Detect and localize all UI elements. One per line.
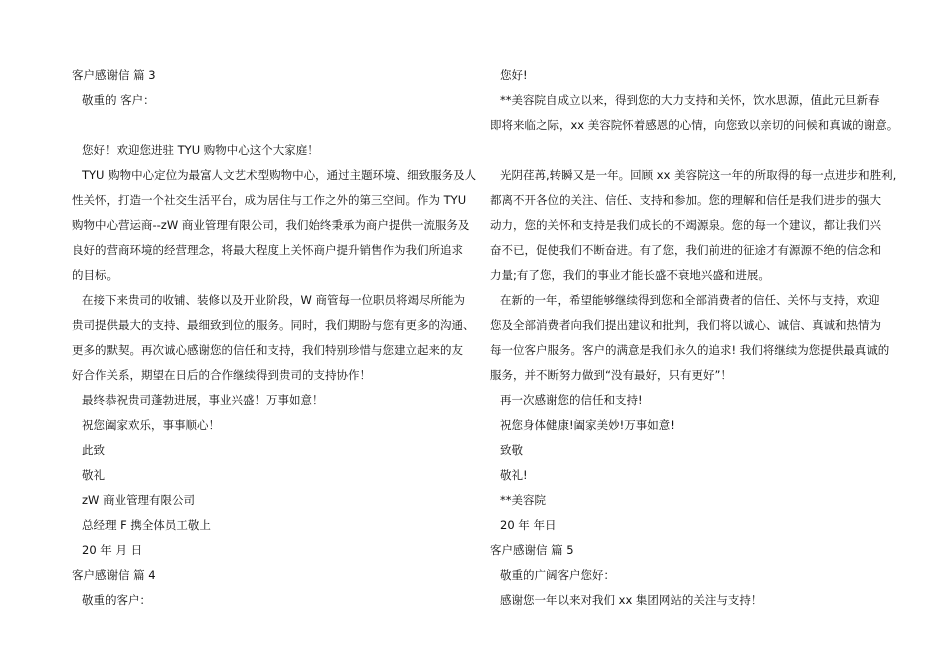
closing-zhijing: 致敬 <box>500 443 523 457</box>
paragraph-line: 购物中心营运商--zW 商业管理有限公司，我们始终秉承为商户提供一流服务及 <box>72 218 470 232</box>
letter-3-salutation: 敬重的 客户： <box>82 93 155 107</box>
closing-wish: 最终恭祝贵司蓬勃进展，事业兴盛！万事如意！ <box>82 393 324 407</box>
paragraph-line: **美容院自成立以来，得到您的大力支持和关怀，饮水思源，值此元旦新春 <box>500 93 880 107</box>
signature-manager: 总经理 F 携全体员工敬上 <box>82 518 211 532</box>
paragraph-line: 光阴荏苒,转瞬又是一年。回顾 xx 美容院这一年的所取得的每一点进步和胜利, <box>500 168 897 182</box>
signature-date: 20 年 月 日 <box>82 543 143 557</box>
letter-3-greeting: 您好！欢迎您进驻 TYU 购物中心这个大家庭！ <box>82 143 319 157</box>
letter-4-greeting: 您好! <box>500 68 528 82</box>
paragraph-line: 奋不已，促使我们不断奋进。有了您，我们前进的征途才有源源不绝的信念和 <box>490 243 881 257</box>
closing-thanks: 再一次感谢您的信任和支持! <box>500 393 643 407</box>
paragraph-line: 好合作关系，期望在日后的合作继续得到贵司的支持协作！ <box>72 368 371 382</box>
closing-wish: 祝您阖家欢乐，事事顺心！ <box>82 418 220 432</box>
paragraph-line: 您及全部消费者向我们提出建议和批判，我们将以诚心、诚信、真诚和热情为 <box>490 318 881 332</box>
paragraph-line: 良好的营商环境的经营理念，将最大程度上关怀商户提升销售作为我们所追求 <box>72 243 463 257</box>
letter-4-salutation: 敬重的客户： <box>82 593 151 607</box>
letter-5-salutation: 敬重的广阔客户您好： <box>500 568 615 582</box>
letter-5-heading: 客户感谢信 篇 5 <box>490 543 574 557</box>
paragraph-line: 服务，并不断努力做到“没有最好，只有更好”！ <box>490 368 732 382</box>
paragraph-line: 更多的默契。再次诚心感谢您的信任和支持，我们特别珍惜与您建立起来的友 <box>72 343 463 357</box>
letter-3-heading: 客户感谢信 篇 3 <box>72 68 156 82</box>
signature-salon: **美容院 <box>500 493 546 507</box>
closing-jingli: 敬礼! <box>500 468 528 482</box>
paragraph-line: 性关怀，打造一个社交生活平台，成为居住与工作之外的第三空间。作为 TYU <box>72 193 467 207</box>
signature-company: zW 商业管理有限公司 <box>82 493 196 507</box>
paragraph-line: 都离不开各位的关注、信任、支持和参加。您的理解和信任是我们进步的强大 <box>490 193 881 207</box>
paragraph-line: 贵司提供最大的支持、最细致到位的服务。同时，我们期盼与您有更多的沟通、 <box>72 318 475 332</box>
signature-date: 20 年 年日 <box>500 518 557 532</box>
paragraph-line: TYU 购物中心定位为最富人文艺术型购物中心，通过主题环境、细致服务及人 <box>82 168 477 182</box>
paragraph-line: 即将来临之际，xx 美容院怀着感恩的心情，向您致以亲切的问候和真诚的谢意。 <box>490 118 899 132</box>
paragraph-line: 在新的一年，希望能够继续得到您和全部消费者的信任、关怀与支持，欢迎 <box>500 293 880 307</box>
paragraph-line: 每一位客户服务。客户的满意是我们永久的追求! 我们将继续为您提供最真诚的 <box>490 343 890 357</box>
closing-jingli: 敬礼 <box>82 468 105 482</box>
paragraph-line: 的目标。 <box>72 268 118 282</box>
paragraph-line: 力量;有了您，我们的事业才能长盛不衰地兴盛和进展。 <box>490 268 770 282</box>
closing-cizhi: 此致 <box>82 443 105 457</box>
paragraph-line: 在接下来贵司的收铺、装修以及开业阶段，W 商管每一位职员将竭尽所能为 <box>82 293 466 307</box>
paragraph-line: 感谢您一年以来对我们 xx 集团网站的关注与支持！ <box>500 593 763 607</box>
letter-4-heading: 客户感谢信 篇 4 <box>72 568 156 582</box>
paragraph-line: 动力，您的关怀和支持是我们成长的不竭源泉。您的每一个建议，都让我们兴 <box>490 218 881 232</box>
closing-wish: 祝您身体健康!阖家美妙!万事如意! <box>500 418 675 432</box>
